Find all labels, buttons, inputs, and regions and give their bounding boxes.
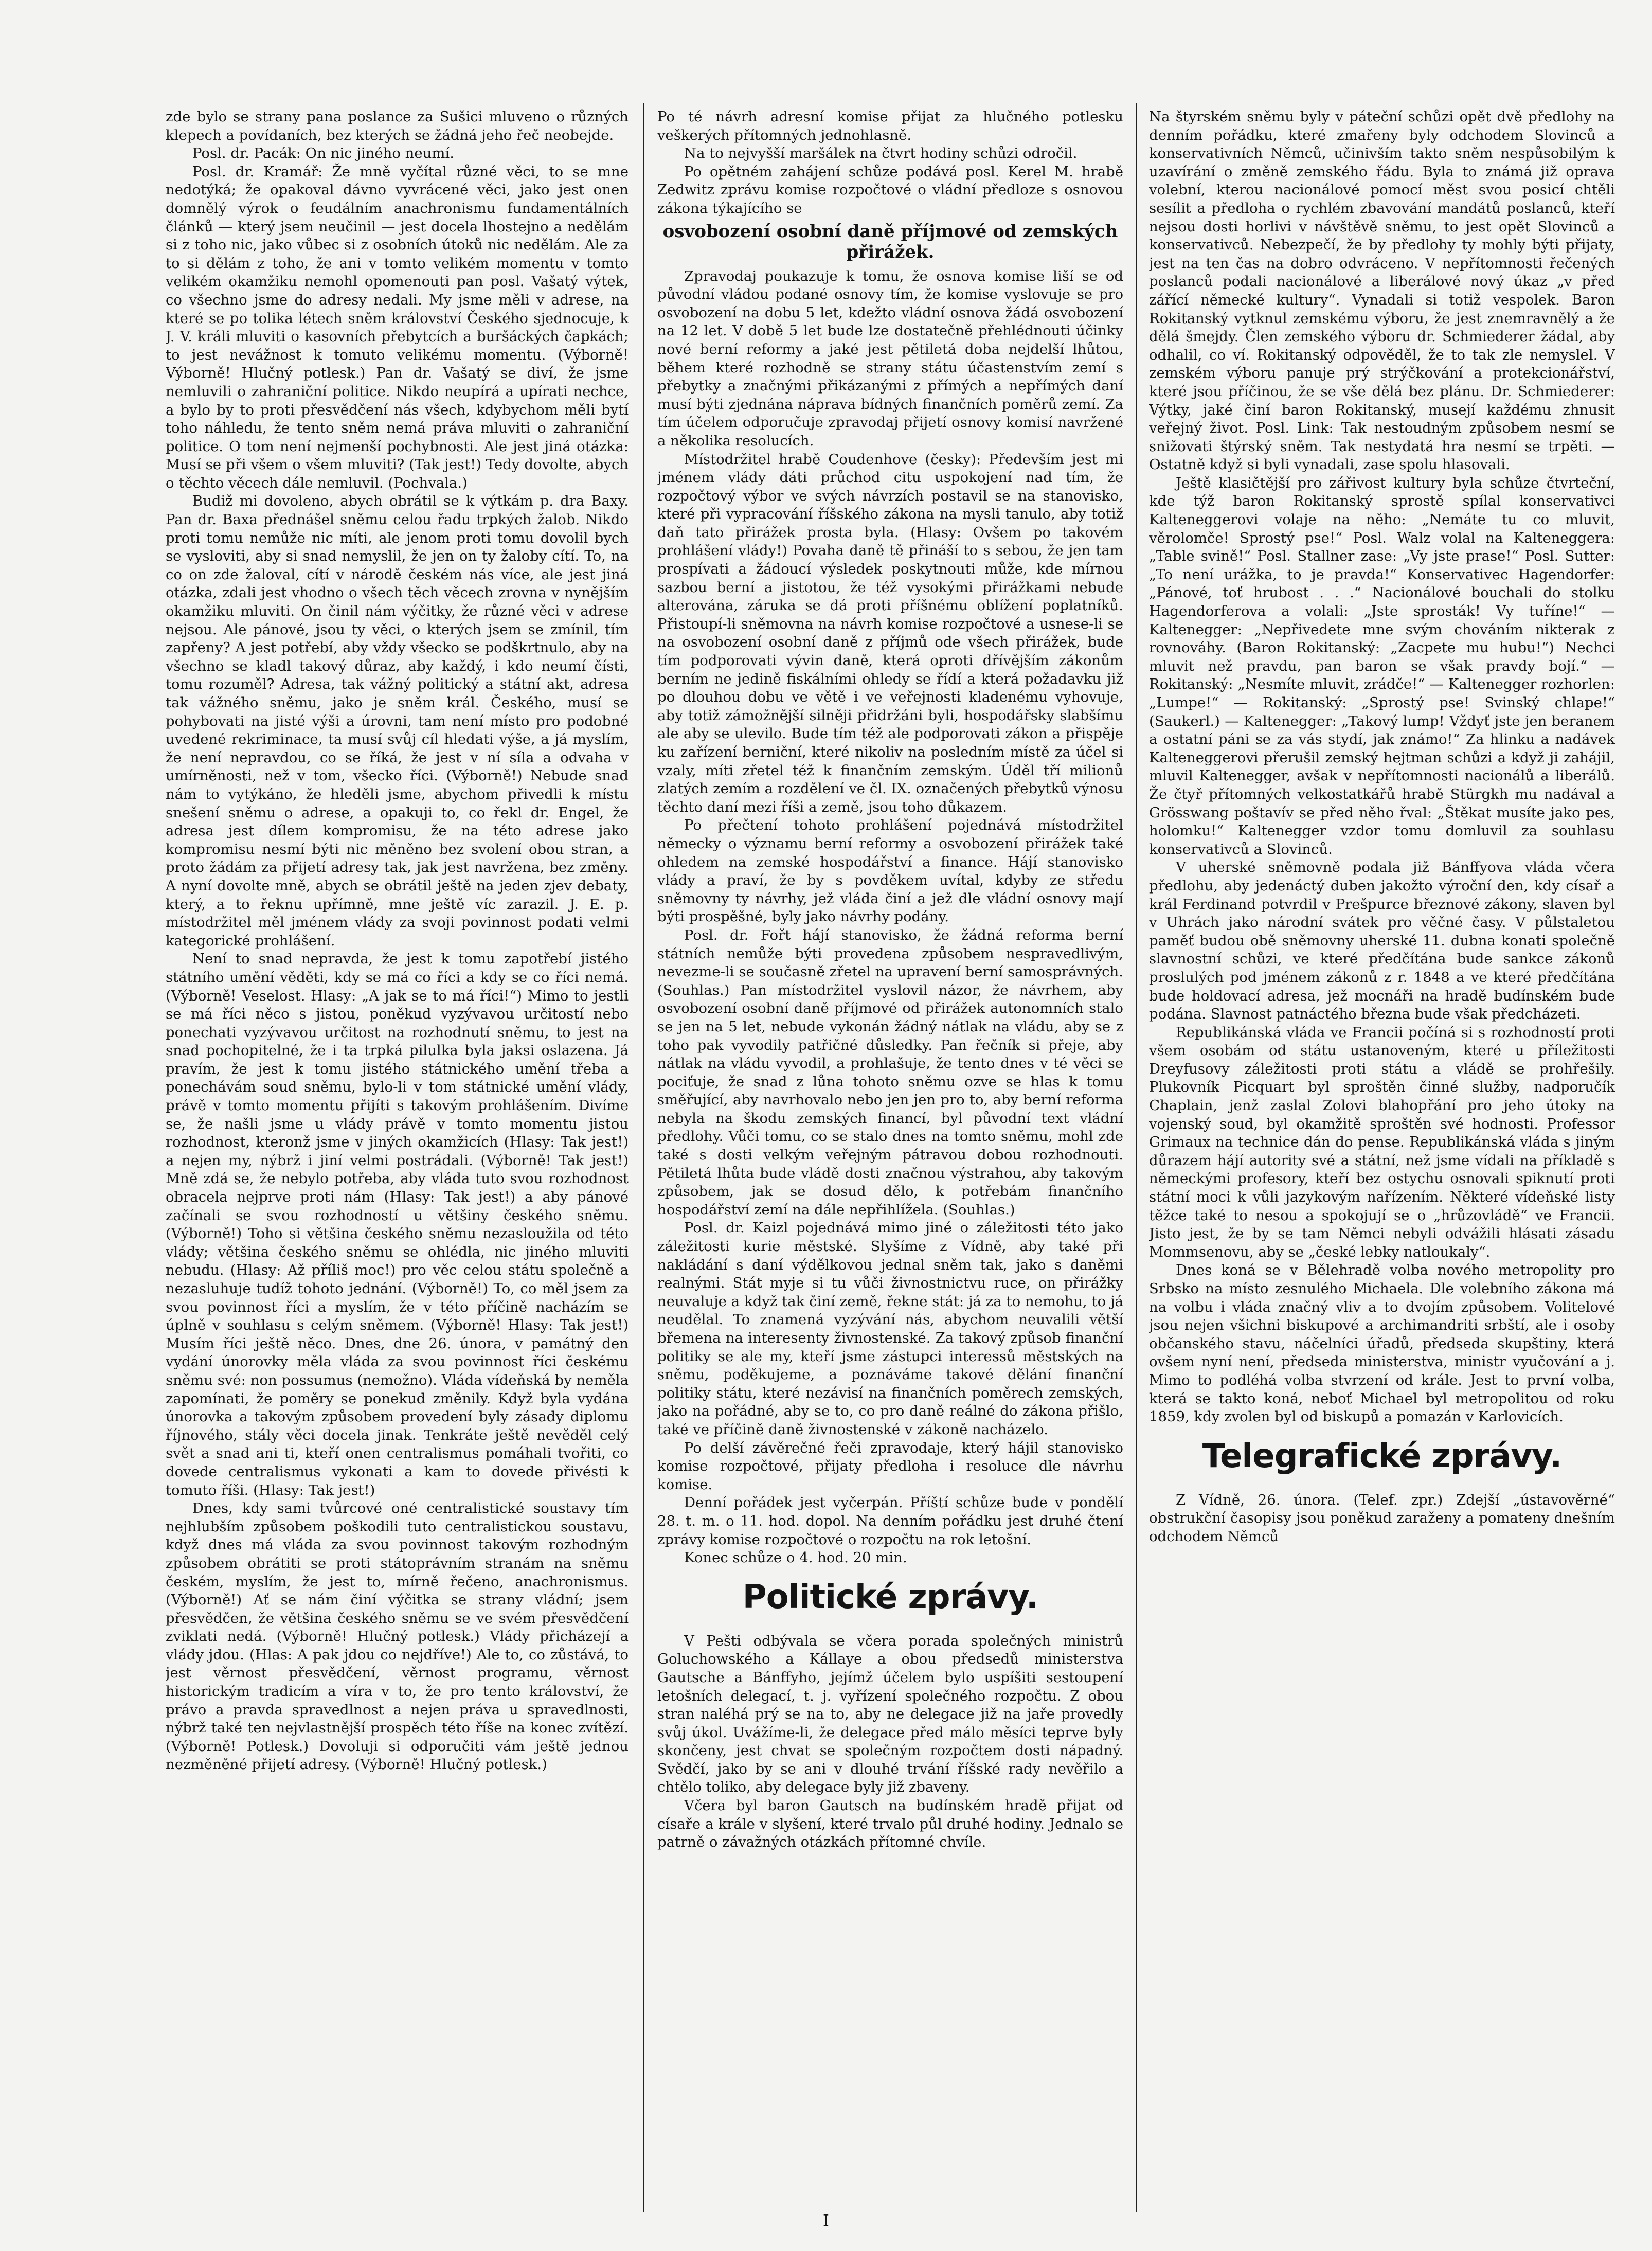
article-paragraph: Dnes, kdy sami tvůrcové oné centralistické soustavy tím nejhlubším způsobem poškodili tuto centralistickou soustavu, když dnes má vláda za svou povinnost takovým rozhodným způsobem obrátiti se proti státoprávním stranám na sněmu českém, myslím, že jest to, mírně řečeno, anachronismus. (Výborně!) Ať se nám činí výčitka se strany vládní; jsem přesvědčen, že většina českého sněmu se ve svém přesvědčení zviklati nedá. (Výborně! Hlučný potlesk.) Vlády přicházejí a vlády jdou. (Hlas: A pak jdou co nejdříve!) Ale to, co zůstává, to jest věrnost přesvědčení, věrnost programu, věrnost historickým tradicím a víra v to, že pro tento království, že právo a pravda spravedlnost a nejen práva u spravedlnosti, nýbrž také ten nejvlastnější prospěch této říše na konec zvítězí. (Výborně! Potlesk.) Dovoluji si odporučiti vám ještě jednou nezměněné přijetí adresy. (Výborně! Hlučný potlesk.) [166,1500,629,1773]
article-subheading: osvobození osobní daně příjmové od zemských přirážek. [662,221,1118,262]
article-paragraph: Konec schůze o 4. hod. 20 min. [684,1549,907,1566]
article-paragraph: Na štyrském sněmu byly v páteční schůzi opět dvě předlohy na denním pořádku, které zmařeny byly odchodem Slovinců a konservativních Němců, učinivším takto sněm nespůsobilým k uzavírání o změně zemského řádu. Byla to známá již oprava volební, kterou nacionálové pomocí měst svou posicí chtěli sesílit a předloha o rychlém zbavování mandátů poslanců, kteří nejsou dosti horlivi v návštěvě sněmu, to jest opět Slovinců a konservativců. Nebezpečí, že by předlohy ty mohly býti přijaty, jest na ten čas na dobro odvráceno. V nepřítomnosti řečených poslanců podali nacionálové a liberálové nový úkaz „v před zářící německé kultury“. Vynadali si totiž vespolek. Baron Rokitanský vytknul zemskému výboru, že jest znemravnělý a že dělá šmejdy. Člen zemského výboru dr. Schmiederer žádal, aby odhalil, co ví. Rokitanský odpověděl, že to tak zle nemyslel. V zemském výboru panuje prý strýčkování a protekcionářství, které jsou příčinou, že se vše dělá bez plánu. Dr. Schmiederer: Výtky, jaké činí baron Rokitanský, musejí každému zhnusit veřejný život. Posl. Link: Tak nestoudným způsobem nesmí se snižovati štýrský sněm. Tak nestydatá hra nesmí se trpěti. — Ostatně když si byli vynadali, zase spolu hlasovali. [1149,109,1615,473]
article-paragraph: Po delší závěrečné řeči zpravodaje, který hájil stanovisko komise rozpočtové, přijaty předloha i resoluce dle návrhu komise. [657,1439,1123,1493]
article-paragraph: Po opětném zahájení schůze podává posl. Kerel M. hrabě Zedwitz zprávu komise rozpočtové o vládní předloze s osnovou zákona týkajícího se [657,163,1123,217]
article-paragraph: Posl. dr. Pacák: On nic jiného neumí. [192,145,454,162]
text-column-middle [657,108,1123,2207]
page-footer-mark: I [823,2212,829,2230]
column-rule [643,103,644,2212]
article-paragraph: Posl. dr. Kramář: Že mně vyčítal různé věci, to se mne nedotýká; že opakoval dávno vyvrácené věci, jako jest onen domnělý výrok o feudálním anachronismu fundamentálních článků — který jsem neučinil — jest docela lhostejno a nedělám si z toho nic, jako vůbec si z osobních útoků nic nedělám. Ale za to si dělám z toho, že ani v tomto velikém momentu v tomto velikém okamžiku nemohl opomenouti pan posl. Vašatý výtek, co všechno jsme do adresy nedali. My jsme měli v adrese, na které se po tolika létech sněm království Českého sjednocuje, k J. V. králi mluviti o kasovních přebytcích a buršáckých čapkách; to jest nevážnost k tomuto velikému momentu. (Výborně! Výborně! Hlučný potlesk.) Pan dr. Vašatý se diví, že jsme nemluvili o zahraniční politice. Nikdo neupírá a upírati nechce, a bylo by to proti přesvědčení nás všech, kdybychom měli bytí toho náhledu, že tento sněm nemá práva mluviti o zahraniční politice. O tom není nejmenší pochybnosti. Ale jest jiná otázka: Musí se při všem o všem mluviti? (Tak jest!) Tedy dovolte, abych o těchto věcech dále nemluvil. (Pochvala.) [166,163,629,491]
column-rule [1136,103,1137,2212]
article-paragraph: Denní pořádek jest vyčerpán. Příští schůze bude v pondělí 28. t. m. o 11. hod. dopol. Na denním pořádku jest druhé čtení zprávy komise rozpočtové o rozpočtu na rok letošní. [657,1494,1123,1548]
article-paragraph: Po přečtení tohoto prohlášení pojednává místodržitel německy o významu berní reformy a osvobození přirážek také ohledem na zemské hospodářství a finance. Hájí stanovisko vlády a praví, že by s povděkem uvítal, kdyby ze středu sněmovny ty návrhy, jež vláda činí a jež dle vládní osnovy mají býti prospěšné, byly jako návrhy podány. [657,817,1123,925]
article-paragraph: Posl. dr. Fořt hájí stanovisko, že žádná reforma berní státních nemůže býti provedena způsobem nespravedlivým, nevezme-li se současně zřetel na upravení berní samosprávných. (Souhlas.) Pan místodržitel vyslovil názor, že návrhem, aby osvobození osobní daně příjmové od přirážek autonomních stalo se jen na 5 let, nebude vykonán žádný nátlak na vládu, aby se z toho pak vyvodily patřičné důsledky. Pan řečník si přeje, aby nátlak na vládu vyvodil, a prohlašuje, že tento dnes v té věci se pociťuje, že snad z lůna tohoto sněmu ozve se hlas k tomu směřující, aby navrhovalo nebo jen jen pro to, aby berní reforma nebyla na škodu zemských financí, byl původní text vládní předlohy. Vůči tomu, co se stalo dnes na tomto sněmu, mohl zde také s dosti velkým veřejným pátravou dobou rozhodnouti. Pětiletá lhůta bude vládě dosti značnou výstrahou, aby takovým způsobem, jak se dosud dělo, k potřebám finančního hospodářství zemí na dále nepřihlížela. (Souhlas.) [657,926,1123,1218]
article-paragraph: Na to nejvyšší maršálek na čtvrt hodiny schůzi odročil. [684,145,1078,162]
text-column-left [166,108,629,2207]
article-paragraph: Ještě klasičtější pro zářivost kultury byla schůze čtvrteční, kde týž baron Rokitanský sprostě spílal konservativci Kalteneggerovi volaje na něho: „Nemáte tu co mluvit, věrolomče! Sprostý pse!“ Posl. Walz volal na Kalteneggera: „Table svině!“ Posl. Stallner zase: „Vy jste prase!“ Posl. Sutter: „To není urážka, to je pravda!“ Konservativec Hagendorfer: „Pánové, toť hrubost . . .“ Nacionálové bouchali do stolku Hagendorferova a volali: „Jste sprosták! Vy tuříne!“ — Kaltenegger: „Nepřivedete mne svým chováním nikterak z rovnováhy. (Baron Rokitanský: „Zacpete mu hubu!“) Nechci mluvit než pravdu, pan baron se však pravdy bojí.“ — Rokitanský: „Nesmíte mluvit, zrádče!“ — Kaltenegger rozhorlen: „Lumpe!“ — Rokitanský: „Sprostý pse! Svinský chlape!“ (Saukerl.) — Kaltenegger: „Takový lump! Vždyť jste jen beranem a ostatní páni se za vás stydí, jak známo!“ Za hlinku a nadávek Kalteneggerovi přerušil zemský hejtman schůzi a když ji zahájil, mluvil Kaltenegger, avšak v nepřítomnosti nacionálů a liberálů. Že čtyř přítomných velkostatkářů hrabě Stürgkh mu nadával a Grösswang poštavív se před něho řval: „Štěkat musíte jako pes, holomku!“ Kaltenegger vzdor tomu domluvil za souhlasu konservativců a Slovinců. [1149,474,1615,857]
article-paragraph: Posl. dr. Kaizl pojednává mimo jiné o záležitosti této jako záležitosti kurie městské. Slyšíme z Vídně, aby také při nakládání s daní výdělkovou jednal sněm tak, jako s daněmi realnými. Stát myje si tu vůči živnostnictvu ruce, on přirážky neuvaluje a když tak činí země, řekne stát: já za to nemohu, to já neudělal. To znamená vyzývání nás, abychom neuvalili větší břemena na interesenty živnostenské. Za takový způsob finanční politiky se ale my, kteří jsme zástupci interessů městských na sněmu, poděkujeme, a poznáváme takové dělání finanční politiky státu, které nezávisí na finančních poměrech zemských, jako na pořádné, aby se to, co pro daně reálné do zákona přišlo, také ve příčině daně živnostenské v zákoně nacházelo. [657,1220,1123,1438]
article-paragraph: Budiž mi dovoleno, abych obrátil se k výtkám p. dra Baxy. Pan dr. Baxa přednášel sněmu celou řadu trpkých žalob. Nikdo proti tomu nemůže nic míti, ale jenom proti tomu dovolil bych se vysloviti, aby si snad nemyslil, že jen on ty žaloby cítí. To, na co on zde žaloval, cítí v národě českém nás více, ale jest jiná otázka, zdali jest vhodno o všech těch věcech zrovna v nynějším okamžiku mluviti. On činil nám výčitky, že různé věci v adrese nejsou. Ale pánové, jsou ty věci, o kterých jsem se zmínil, tím zapřeny? A jest potřebí, aby vždy všecko se podškrtnulo, aby na všechno se kladl takový důraz, aby každý, i kdo neumí čísti, tomu rozuměl? Adresa, tak vážný politický a státní akt, adresa tak vážného sněmu, jako je sněm král. Českého, musí se pohybovati na jisté výši a úrovni, tam není místo pro podobné uvedené rekriminace, ta musí svůj cíl hledati výše, a já myslím, že není nepravdou, co se říká, že jest v ní síla a odvaha v umírněnosti, než v tom, všecko říci. (Výborně!) Nebude snad nám to vytýkáno, že hleděli jsme, abychom přivedli k místu snešení sněmu o adrese, a opakuji to, co řekl dr. Engel, že adresa jest dílem kompromisu, že na této adrese jako kompromisu nesmí býti nic měněno bez svolení obou stran, a proto žádám za přijetí adresy tak, jak jest navržena, bez změny. A nyní dovolte mně, abych se obrátil ještě na jeden zjev debaty, který, a to řeknu upřímně, mne ještě víc zarazil. J. E. p. místodržitel měl jménem vlády za svoji povinnost podati velmi kategorické prohlášení. [166,493,629,949]
article-paragraph: V Pešti odbývala se včera porada společných ministrů Goluchowského a Kállaye a obou předsedů ministerstva Gautsche a Bánffyho, jejímž účelem bylo uspíšiti sestoupení letošních delegací, t. j. vyřízení společného rozpočtu. Z obou stran naléhá prý se na to, aby ne delegace již na jaře provedly svůj úkol. Uvážíme-li, že delegace před málo měsíci teprve byly skončeny, jest chvat se společným rozpočtem dosti nápadný. Svědčí, jako by se ani v dlouhé trvání říšské rady nevěřilo a chtělo toliko, aby delegace byly již zbaveny. [657,1632,1123,1796]
article-paragraph: zde bylo se strany pana poslance za Sušici mluveno o různých klepech a povídaních, bez kterých se žádná jeho řeč neobejde. [166,109,629,144]
article-paragraph: Republikánská vláda ve Francii počíná si s rozhodností proti všem osobám od státu ustanoveným, které u příležitosti Dreyfusovy záležitosti proti státu a vládě se prohřešily. Plukovník Picquart byl sproštěn činné služby, nadporučík Chaplain, jenž zaslal Zolovi blahopřání pro jeho útoky na vojenský soud, byl okamžitě sproštěn své hodnosti. Professor Grimaux na technice dán do pense. Republikánská vláda s jiným důrazem hájí autority své a státní, než jsme vídali na příkladě s německými profesory, kteří bez ostychu osnovali spiknutí proti státní moci k vůli jazykovým nařízením. Některé vídeňské listy těžce také to nesou a spokojují se o „hrůzovládě“ ve Francii. Jisto jest, že by se tam Němci nebyli odvážili hlásati zásadu Mommsenovu, aby se „české lebky natloukaly“. [1149,1024,1615,1260]
section-heading: Politické zprávy. [742,1578,1038,1616]
article-paragraph: Místodržitel hrabě Coudenhove (česky): Především jest mi jménem vlády dáti průchod citu uspokojení nad tím, že rozpočtový výbor ve svých návrzích postavil se na stanovisko, které při vypracování říšského zákona na mysli tanulo, aby totiž daň tato přirážek prosta byla. (Hlasy: Ovšem po takovém prohlášení vlády!) Povaha daně tě přináší to s sebou, že jen tam prospívati a žádoucí výsledek poskytnouti může, kde mírnou sazbou berní a jistotou, že též vysokými přirážkami nebude alterována, záruka se dá proti příšnému oblížení poplatníků. Přistoupí-li sněmovna na návrh komise rozpočtové a usnese-li se na osvobození osobní daně z příjmů ode všech přirážek, bude tím podporovati vývin daně, která oproti dřívějším zákonům berním ne jedině fiskálními ohledy se řídí a která požadavku již po dlouhou dobu ve větě i ve veřejnosti kladenému vyhovuje, aby totiž zámožnější silněji přidržáni byli, hospodářsky slabšímu ale aby se ulevilo. Bude tím též ale podporovati zákon a přispěje ku zařízení berniční, které nikoliv na posledním místě za účel si vzaly, míti zřetel též k finančním zemským. Úděl tří milionů zlatých zemím a rozdělení ve čl. IX. označených přebytků výnosu těchto daní mezi říši a země, jsou toho důkazem. [657,451,1123,815]
section-heading: Telegrafické zprávy. [1202,1437,1562,1475]
article-paragraph: Dnes koná se v Bělehradě volba nového metropolity pro Srbsko na místo zesnulého Michaela. Dle volebního zákona má na volbu i vláda značný vliv a to dvojím způsobem. Volitelové jsou nejen všichni biskupové a archimandriti srbští, ale i osoby občanského stavu, náčelníci úřadů, předseda skupštiny, která ovšem nyní není, předseda ministerstva, ministr vyučování a j. Mimo to podléhá volba stvrzení od krále. Jest to první volba, která se takto koná, neboť Michael byl metropolitou od roku 1859, kdy zvolen byl od biskupů a pomazán v Karlovicích. [1149,1262,1615,1425]
text-column-right [1149,108,1615,2207]
article-paragraph: Zpravodaj poukazuje k tomu, že osnova komise liší se od původní vládou podané osnovy tím, že komise vyslovuje se pro osvobození na dobu 5 let, kdežto vládní osnova žádá osvobození na 12 let. V době 5 let bude lze dostatečně přehlédnouti účinky nové berní reformy a jaké jest pětiletá doba nejdelší lhůtou, během které rozhodně se strany státu účastenstvím zemí s přebytky a značnými přikázanými z přímých a nepřímých daní musí býti zjednána náprava bídných finančních poměrů zemí. Za tím účelem odporučuje zpravodaj přijetí osnovy komisí navržené a několika resolucích. [657,267,1123,449]
article-paragraph: Není to snad nepravda, že jest k tomu zapotřebí jistého státního umění věděti, kdy se má co říci a kdy se co říci nemá. (Výborně! Veselost. Hlasy: „A jak se to má říci!“) Mimo to jestli se má říci něco s jistou, poněkud vyzývavou určitostí nebo ponechati vyzývavou určitost na rozhodnutí sněmu, to jest na snad pochopitelné, že i ta trpká pilulka byla jaksi oslazena. Já pravím, že jest k tomu jistého státnického umění třeba a ponechávám soud sněmu, bylo-li v tom státnické umění vlády, právě v tomto momentu přijíti s takovým prohlášením. Divíme se, že našli jsme u vlády právě v tomto momentu jistou rozhodnost, kteronž jsme v jiných okamžicích (Hlasy: Tak jest!) a nejen my, nýbrž i jiní velmi postrádali. (Výborně! Tak jest!) Mně zdá se, že nebylo potřeba, aby vláda tuto svou rozhodnost obracela nejprve proti nám (Hlasy: Tak jest!) a aby pánové začínali se svou rozhodností u většiny českého sněmu. (Výborně!) Toho si většina českého sněmu nezasloužila od této vlády; většina českého sněmu se ohlédla, nic jiného mluviti nebudu. (Hlasy: Až příliš moc!) pro věc celou státu společně a nezasluhuje tudíž tohoto jednání. (Výborně!) To, co měl jsem za svou povinnost říci a myslím, že v této příčině nacházím se úplně v souhlasu s celým sněmem. (Výborně! Hlasy: Tak jest!) Musím říci ještě něco. Dnes, dne 26. února, v památný den vydání únorovky měla vláda za svou povinnost říci českému sněmu své: non possumus (nemožno). Vláda vídeňská by neměla zapomínati, že poměry se ponekud změnily. Když byla vydána únorovka a takovým způsobem provedení byly zásady diplomu říjnového, stály věci docela jinak. Tenkráte ještě nevěděl celý svět a snad ani ti, kteří onen centralismus pomáhali tvořiti, co dovede centralismus vykonati a kam to dovede přivésti k tomuto říši. (Hlasy: Tak jest!) [166,951,629,1498]
article-paragraph: Z Vídně, 26. února. (Telef. zpr.) Zdejší „ústavověrné“ obstrukční časopisy jsou poněkud zaraženy a pomateny dnešním odchodem Němců [1149,1491,1615,1545]
article-paragraph: V uherské sněmovně podala již Bánffyova vláda včera předlohu, aby jedenáctý duben jakožto výroční den, kdy císař a král Ferdinand potvrdil v Prešpurce březnové zákony, slaven byl v Uhrách jako národní svátek pro věčné časy. V půlstaletou paměť budou obě sněmovny uherské 11. dubna konati společně slavnostní schůzi, ve které předčítána bude sankce zákonů proslulých pod jménem zákonů z r. 1848 a ve které předčítána bude holdovací adresa, jež mocnáři na hradě budínském bude podána. Slavnost patnáctého března bude však předcházeti. [1149,859,1615,1023]
article-paragraph: Včera byl baron Gautsch na budínském hradě přijat od císaře a krále v slyšení, které trvalo půl druhé hodiny. Jednalo se patrně o závažných otázkách přítomné chvíle. [657,1797,1123,1851]
article-paragraph: Po té návrh adresní komise přijat za hlučného potlesku veškerých přítomných jednohlasně. [657,109,1123,144]
